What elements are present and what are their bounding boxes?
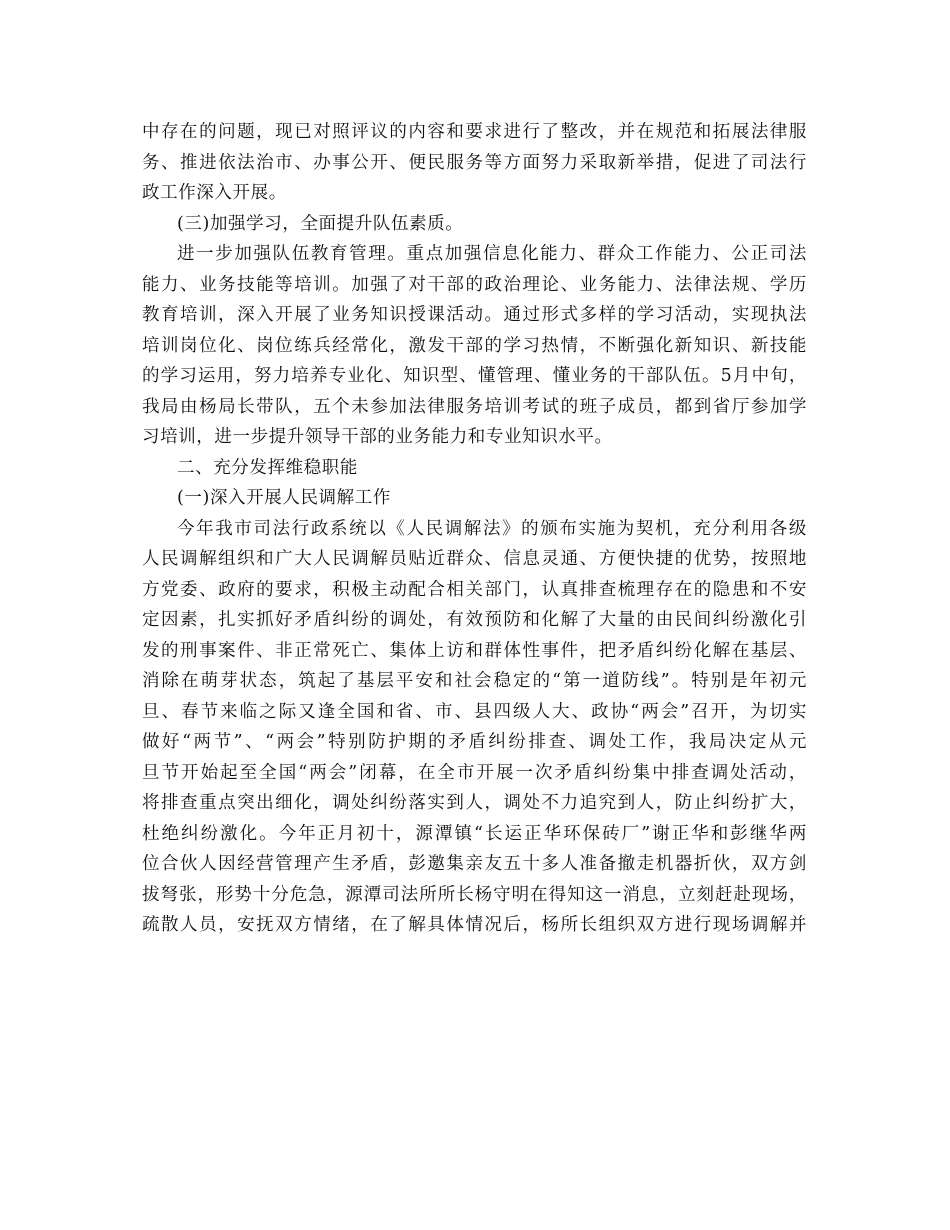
text-line: 方党委、政府的要求，积极主动配合相关部门，认真排查梳理存在的隐患和不安 xyxy=(142,579,807,600)
text-line: 二、充分发挥维稳职能 xyxy=(177,457,358,478)
text-line: 进一步加强队伍教育管理。重点加强信息化能力、群众工作能力、公正司法 xyxy=(177,244,807,264)
text-line: 务、推进依法治市、办事公开、便民服务等方面努力采取新举措，促进了司法行 xyxy=(142,152,807,173)
text-line: 定因素，扎实抓好矛盾纠纷的调处，有效预防和化解了大量的由民间纠纷激化引 xyxy=(142,610,807,630)
text-line: 杜绝纠纷激化。今年正月初十，源潭镇“长运正华环保砖厂”谢正华和彭继华两 xyxy=(142,823,807,844)
text-line: 培训岗位化、岗位练兵经常化，激发干部的学习热情，不断强化新知识、新技能 xyxy=(142,335,807,356)
text-line: 能力、业务技能等培训。加强了对干部的政治理论、业务能力、法律法规、学历 xyxy=(142,274,807,295)
text-line: 今年我市司法行政系统以《人民调解法》的颁布实施为契机，充分利用各级 xyxy=(177,518,807,539)
text-line: 做好“两节”、“两会”特别防护期的矛盾纠纷排查、调处工作，我局决定从元 xyxy=(142,732,807,752)
text-line: 教育培训，深入开展了业务知识授课活动。通过形式多样的学习活动，实现执法 xyxy=(142,305,807,325)
text-line: 政工作深入开展。 xyxy=(142,183,287,203)
text-line: 习培训，进一步提升领导干部的业务能力和专业知识水平。 xyxy=(142,427,613,447)
text-line: 疏散人员，安抚双方情绪，在了解具体情况后，杨所长组织双方进行现场调解并 xyxy=(142,915,807,935)
text-line: 发的刑事案件、非正常死亡、集体上访和群体性事件，把矛盾纠纷化解在基层、 xyxy=(142,640,807,661)
text-line: 将排查重点突出细化，调处纠纷落实到人，调处不力追究到人，防止纠纷扩大， xyxy=(142,793,807,813)
text-line: 中存在的问题，现已对照评议的内容和要求进行了整改，并在规范和拓展法律服 xyxy=(142,122,807,142)
text-line: 人民调解组织和广大人民调解员贴近群众、信息灵通、方便快捷的优势，按照地 xyxy=(142,549,807,569)
text-line: 消除在萌芽状态，筑起了基层平安和社会稳定的“第一道防线”。特别是年初元 xyxy=(142,671,807,691)
document-page xyxy=(142,117,807,941)
text-line: 的学习运用，努力培养专业化、知识型、懂管理、懂业务的干部队伍。5月中旬， xyxy=(142,366,807,386)
text-line: 旦节开始起至全国“两会”闭幕，在全市开展一次矛盾纠纷集中排查调处活动， xyxy=(142,762,807,783)
text-line: 拔弩张，形势十分危急，源潭司法所所长杨守明在得知这一消息，立刻赶赴现场， xyxy=(142,884,807,905)
text-line: 旦、春节来临之际又逢全国和省、市、县四级人大、政协“两会”召开，为切实 xyxy=(142,701,807,722)
text-line: (三)加强学习，全面提升队伍素质。 xyxy=(177,213,464,234)
text-line: 位合伙人因经营管理产生矛盾，彭邀集亲友五十多人准备撤走机器折伙，双方剑 xyxy=(142,854,807,874)
text-line: 我局由杨局长带队，五个未参加法律服务培训考试的班子成员，都到省厅参加学 xyxy=(142,396,807,417)
text-line: (一)深入开展人民调解工作 xyxy=(177,488,391,508)
